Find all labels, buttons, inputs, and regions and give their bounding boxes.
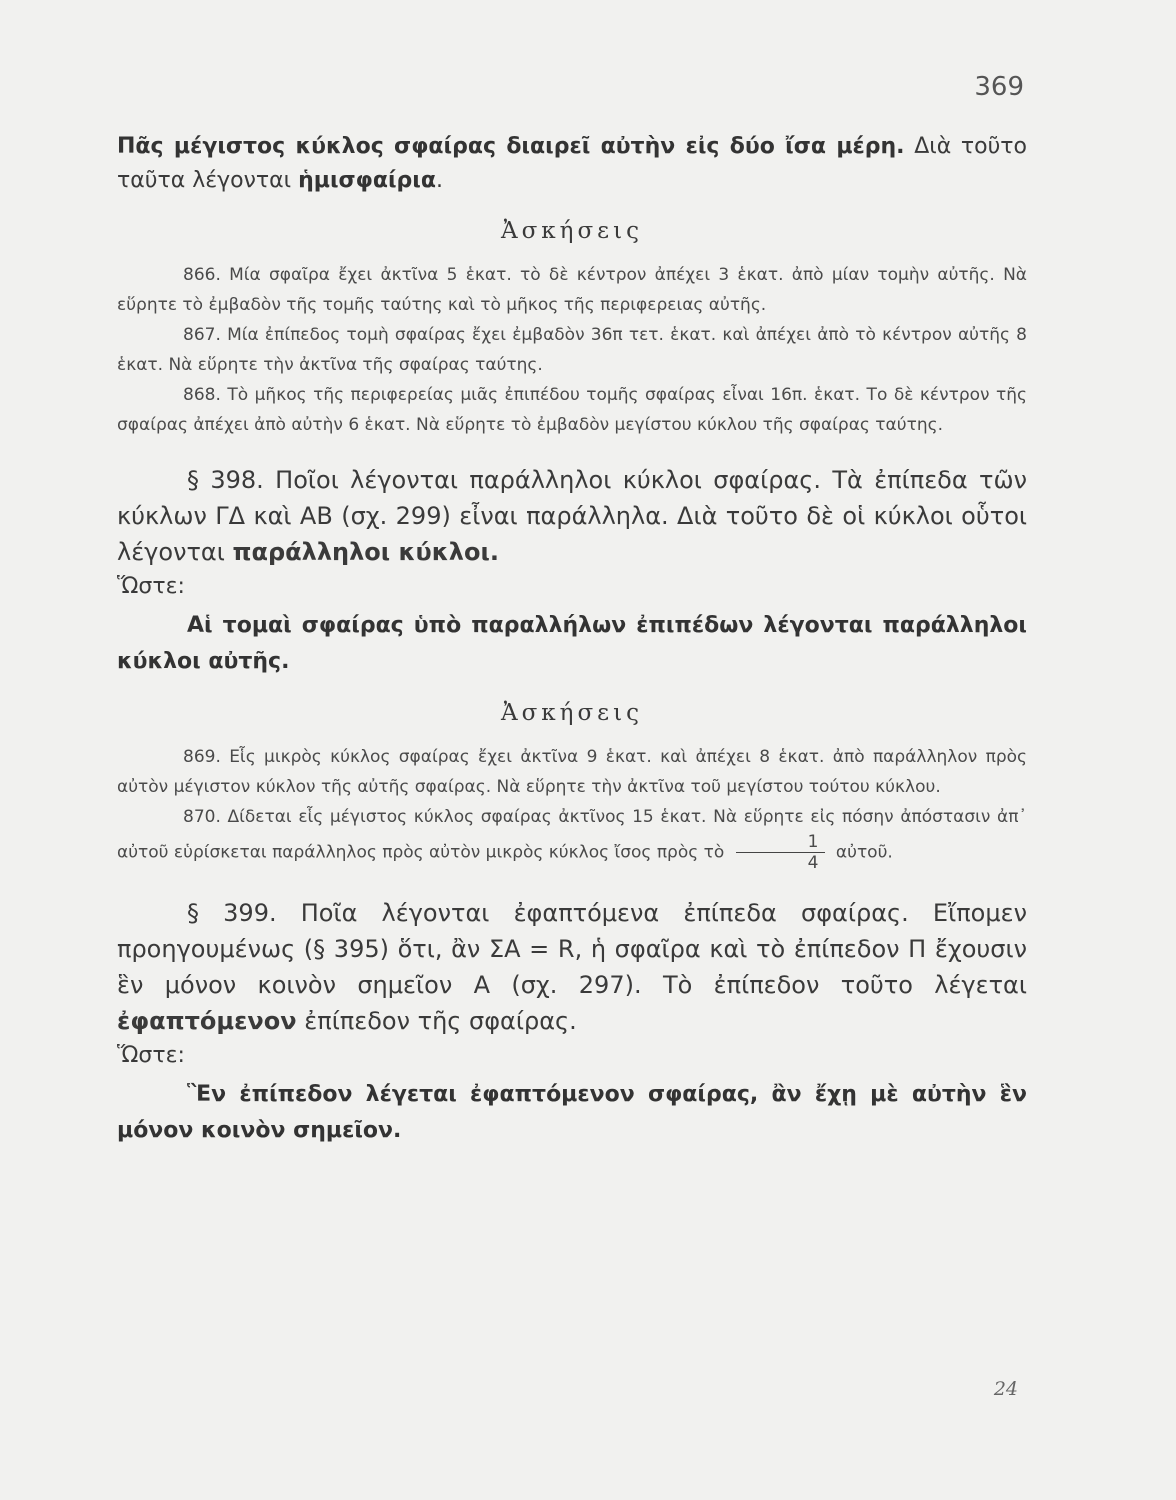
- intro-bold-term: ἡμισφαίρια: [298, 168, 436, 193]
- section-399-hence: Ὥστε:: [117, 1043, 185, 1068]
- section-398-title: § 398. Ποῖοι λέγονται παράλληλοι κύκλοι σφαίρας.: [187, 466, 821, 494]
- intro-sentence-end: .: [435, 168, 443, 193]
- section-399-title: § 399. Ποῖα λέγονται ἐφαπτόμενα ἐπίπεδα σφαίρας.: [187, 899, 909, 927]
- exercise-868: 868. Τὸ μῆκος τῆς περιφερείας μιᾶς ἐπιπέδου τομῆς σφαίρας εἶναι 16π. ἑκατ. Το δὲ κέντρον τῆς σφαίρας ἀπέχει ἀπὸ αὐτὴν 6 ἑκατ. Νὰ εὕρητε τὸ ἐμβαδὸν μεγίστου κύκλου τῆς σφαίρας ταύτης.: [117, 385, 1027, 435]
- fraction-numerator: 1: [736, 832, 825, 853]
- exercise-870: [117, 802, 1027, 873]
- exercise-870-text: 870. Δίδεται εἷς μέγιστος κύκλος σφαίρας ἀκτῖνος 15 ἑκατ. Νὰ εὕρητε εἰς πόσην ἀπόστασιν ἀπ᾽ αὐτοῦ εὑρίσκεται παράλληλος πρὸς αὐτὸν μικρὸς κύκλος ἴσος πρὸς τὸ: [117, 807, 1027, 863]
- section-399-definition: Ἓν ἐπίπεδον λέγεται ἐφαπτόμενον σφαίρας, ἂν ἔχῃ μὲ αὐτὴν ἓν μόνον κοινὸν σημεῖον.: [117, 1082, 1027, 1143]
- section-398-hence: Ὥστε:: [117, 574, 185, 599]
- exercises-heading-1: Ἀσκήσεις: [501, 218, 643, 244]
- exercise-866: 866. Μία σφαῖρα ἔχει ἀκτῖνα 5 ἑκατ. τὸ δὲ κέντρον ἀπέχει 3 ἑκατ. ἀπὸ μίαν τομὴν αὐτῆς. Νὰ εὕρητε τὸ ἐμβαδὸν τῆς τομῆς ταύτης καὶ τὸ μῆκος τῆς περιφερειας αὐτῆς.: [117, 265, 1027, 315]
- section-399-text-end: ἐπίπεδον τῆς σφαίρας.: [304, 1007, 577, 1035]
- fraction-denominator: 4: [807, 853, 819, 873]
- exercises-heading-2: Ἀσκήσεις: [501, 700, 643, 726]
- section-398-bold-term: παράλληλοι κύκλοι.: [232, 538, 499, 566]
- exercise-870-text-end: αὐτοῦ.: [835, 842, 893, 863]
- section-398-text: Τὰ ἐπίπεδα τῶν κύκλων ΓΔ καὶ ΑΒ (σχ. 299) εἶναι παράλληλα. Διὰ τοῦτο δὲ οἱ κύκλοι οὗτοι λέγονται: [117, 466, 1027, 566]
- section-399-text: Εἴπομεν προηγουμένως (§ 395) ὅτι, ἂν ΣΑ = R, ἡ σφαῖρα καὶ τὸ ἐπίπεδον Π ἔχουσιν ἓν μόνον κοινὸν σημεῖον Α (σχ. 297). Τὸ ἐπίπεδον τοῦτο λέγεται: [117, 899, 1027, 999]
- page-content: [117, 130, 1027, 1149]
- fraction-one-quarter: [736, 832, 825, 873]
- section-399-paragraph: [117, 895, 1027, 1039]
- intro-sentence-prefix: Διὰ τοῦτο ταῦτα λέγονται: [117, 134, 1027, 193]
- exercise-867: 867. Μία ἐπίπεδος τομὴ σφαίρας ἔχει ἐμβαδὸν 36π τετ. ἑκατ. καὶ ἀπέχει ἀπὸ τὸ κέντρον αὐτῆς 8 ἑκατ. Νὰ εὕρητε τὴν ἀκτῖνα τῆς σφαίρας ταύτης.: [117, 325, 1027, 375]
- section-398-definition: Αἱ τομαὶ σφαίρας ὑπὸ παραλλήλων ἐπιπέδων λέγονται παράλληλοι κύκλοι αὐτῆς.: [117, 613, 1027, 674]
- intro-bold-sentence: Πᾶς μέγιστος κύκλος σφαίρας διαιρεῖ αὐτὴν εἰς δύο ἴσα μέρη.: [117, 134, 905, 159]
- section-398-paragraph: [117, 462, 1027, 570]
- page-number: 369: [974, 72, 1024, 102]
- section-399-bold-term: ἐφαπτόμενον: [117, 1007, 297, 1035]
- signature-mark: 24: [993, 1378, 1018, 1400]
- intro-paragraph: [117, 130, 1027, 198]
- exercise-869: 869. Εἷς μικρὸς κύκλος σφαίρας ἔχει ἀκτῖνα 9 ἑκατ. καὶ ἀπέχει 8 ἑκατ. ἀπὸ παράλληλον πρὸς αὐτὸν μέγιστον κύκλον τῆς αὐτῆς σφαίρας. Νὰ εὕρητε τὴν ἀκτῖνα τοῦ μεγίστου τούτου κύκλου.: [117, 747, 1027, 797]
